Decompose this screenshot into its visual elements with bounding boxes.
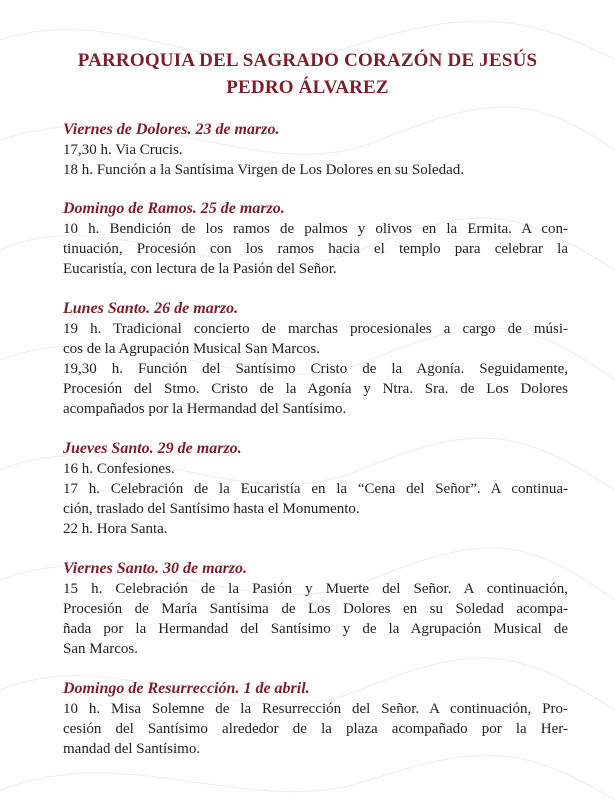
parish-header — [0, 47, 615, 101]
schedule-line: ción, traslado del Santísimo hasta el Monumento. — [63, 501, 360, 517]
section-lunes-santo — [63, 299, 568, 419]
section-domingo-ramos — [63, 199, 568, 279]
schedule-line: 17,30 h. Via Crucis. — [63, 142, 183, 158]
schedule-line: 10 h. Bendición de los ramos de palmos y olivos en la Ermita. A con- — [63, 221, 568, 237]
section-jueves-santo — [63, 439, 568, 539]
header-subtitle-line: PEDRO ÁLVAREZ — [226, 77, 389, 98]
section-title: Viernes Santo. 30 de marzo. — [63, 560, 248, 577]
schedule-line: tinuación, Procesión con los ramos hacia el templo para celebrar la — [63, 241, 568, 257]
schedule-line: 19,30 h. Función del Santísimo Cristo de la Agonía. Seguidamente, — [63, 361, 568, 377]
schedule-line: 19 h. Tradicional concierto de marchas procesionales a cargo de músi- — [63, 321, 568, 337]
schedule-line: San Marcos. — [63, 641, 138, 657]
schedule-line: Procesión de María Santísima de Los Dolores en su Soledad acompa- — [63, 601, 568, 617]
section-viernes-dolores — [63, 120, 568, 180]
section-domingo-resurreccion — [63, 679, 568, 759]
schedule-line: 16 h. Confesiones. — [63, 461, 175, 477]
schedule-line: 22 h. Hora Santa. — [63, 521, 168, 537]
section-title: Viernes de Dolores. 23 de marzo. — [63, 121, 280, 138]
schedule-line: Eucaristía, con lectura de la Pasión del Señor. — [63, 261, 337, 277]
header-title-line: PARROQUIA DEL SAGRADO CORAZÓN DE JESÚS — [77, 50, 538, 71]
schedule-line: Procesión del Stmo. Cristo de la Agonía y Ntra. Sra. de Los Dolores — [63, 381, 568, 397]
schedule-line: acompañados por la Hermandad del Santísimo. — [63, 401, 347, 417]
schedule-line: cos de la Agrupación Musical San Marcos. — [63, 341, 321, 357]
section-title: Domingo de Ramos. 25 de marzo. — [63, 200, 285, 217]
schedule-line: ñada por la Hermandad del Santísimo y de la Agrupación Musical de — [63, 621, 568, 637]
section-title: Jueves Santo. 29 de marzo. — [63, 440, 242, 457]
schedule-line: cesión del Santísimo alrededor de la plaza acompañado por la Her- — [63, 721, 568, 737]
schedule-line: 10 h. Misa Solemne de la Resurrección del Señor. A continuación, Pro- — [63, 701, 568, 717]
schedule-line: 17 h. Celebración de la Eucaristía en la “Cena del Señor”. A continua- — [63, 481, 568, 497]
schedule-line: 18 h. Función a la Santísima Virgen de Los Dolores en su Soledad. — [63, 162, 464, 178]
section-title: Lunes Santo. 26 de marzo. — [63, 300, 239, 317]
schedule-line: mandad del Santísimo. — [63, 741, 201, 757]
section-viernes-santo — [63, 559, 568, 659]
section-title: Domingo de Resurrección. 1 de abril. — [63, 680, 310, 697]
schedule-line: 15 h. Celebración de la Pasión y Muerte del Señor. A continuación, — [63, 581, 568, 597]
